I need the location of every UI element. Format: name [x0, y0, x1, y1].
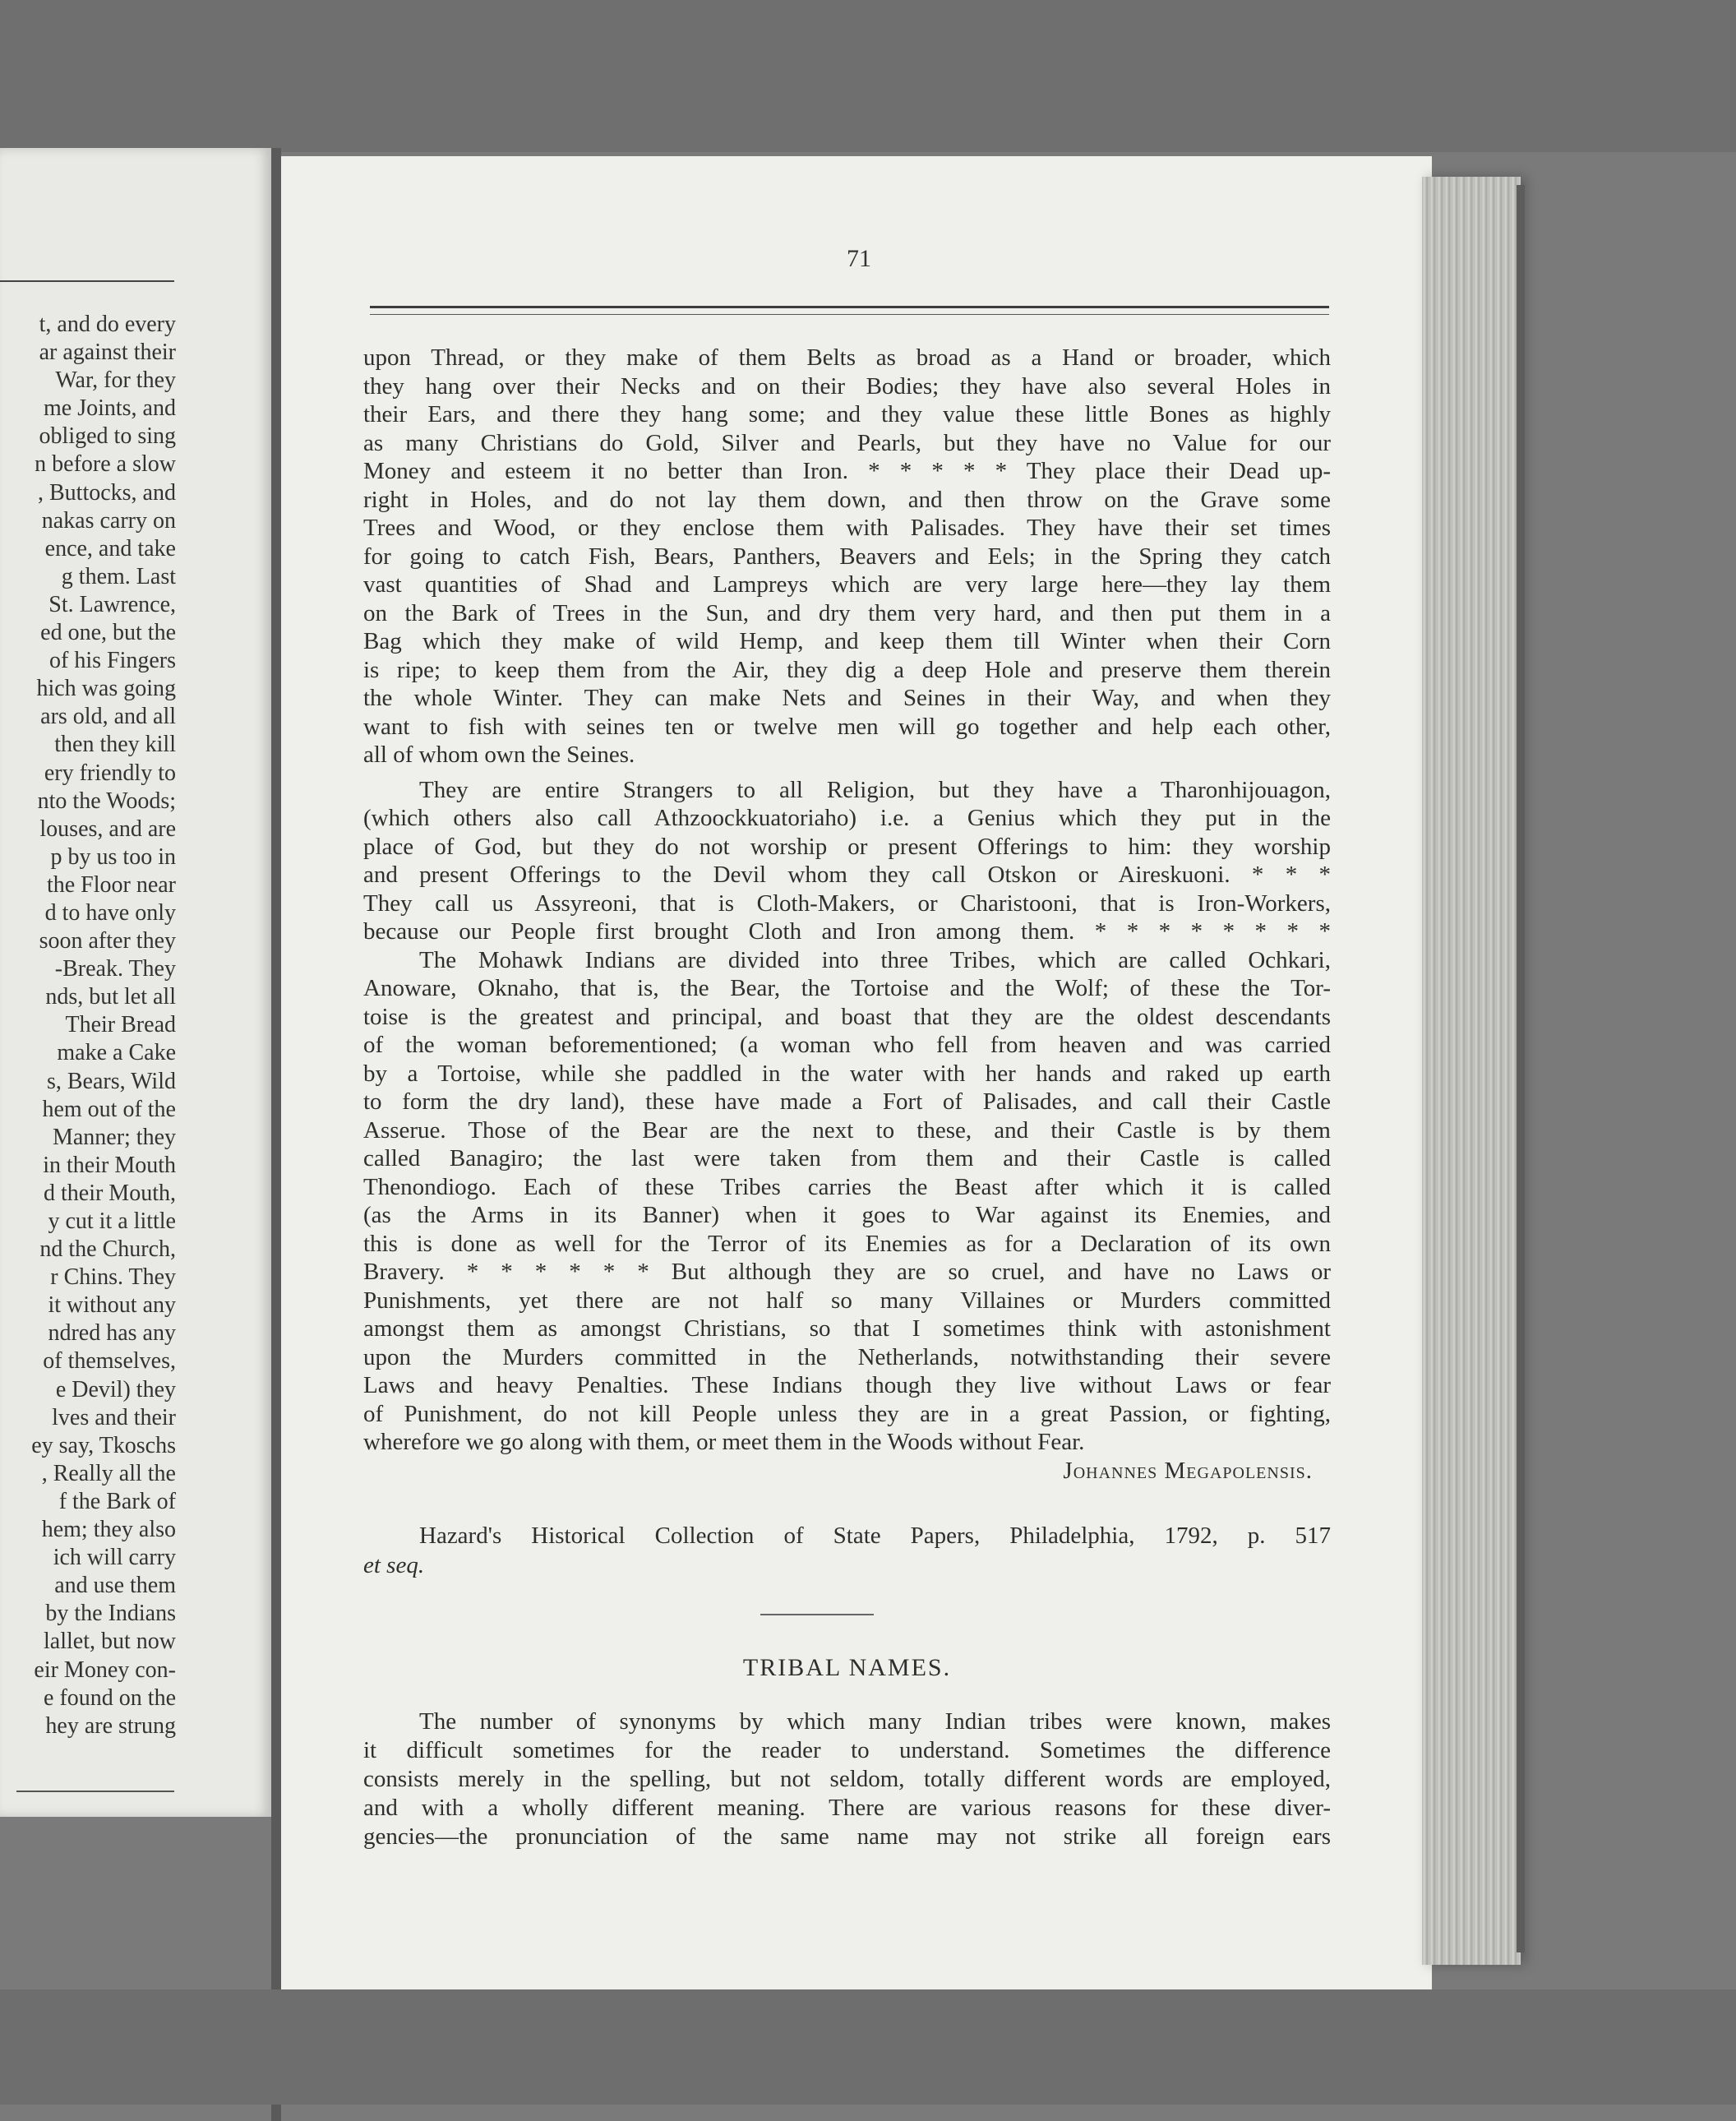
left-page-line: n before a slow — [35, 451, 176, 478]
text-line: on the Bark of Trees in the Sun, and dry them very hard, and then put them in a — [363, 599, 1331, 626]
text-line: to form the dry land), these have made a Fort of Palisades, and call their Castle — [363, 1088, 1331, 1115]
left-page-text — [0, 311, 176, 1740]
header-rule-thin — [370, 314, 1329, 315]
left-page-line: ed one, but the — [40, 620, 176, 646]
citation-line: Hazard's Historical Collection of State Papers, Philadelphia, 1792, p. 517 — [419, 1523, 1331, 1549]
left-page-line: , Buttocks, and — [38, 479, 176, 506]
left-page-line: s, Bears, Wild — [46, 1068, 176, 1094]
text-line: Trees and Wood, or they enclose them with Palisades. They have their set times — [363, 515, 1331, 541]
section-text-line: gencies—the pronunciation of the same name may not strike all foreign ears — [363, 1823, 1331, 1850]
text-line: Thenondiogo. Each of these Tribes carries the Beast after which it is called — [363, 1173, 1331, 1200]
left-page-line: ar against their — [39, 340, 176, 366]
text-line: want to fish with seines ten or twelve men will go together and help each other, — [363, 713, 1331, 740]
text-line: because our People first brought Cloth and Iron among them. * * * * * * * * — [363, 918, 1331, 945]
left-page-line: ich will carry — [53, 1545, 176, 1571]
text-line: the whole Winter. They can make Nets and Seines in their Way, and when they — [363, 685, 1331, 711]
left-page-line: make a Cake — [57, 1040, 176, 1066]
page-number: 71 — [847, 245, 871, 272]
left-page-line: lves and their — [52, 1404, 176, 1430]
left-page-footer-rule — [16, 1791, 174, 1792]
left-page-line: by the Indians — [45, 1601, 176, 1627]
text-line: (as the Arms in its Banner) when it goes to War against its Enemies, and — [363, 1202, 1331, 1228]
text-line: Laws and heavy Penalties. These Indians though they live without Laws or fear — [363, 1372, 1331, 1398]
left-page-line: me Joints, and — [44, 395, 176, 422]
text-line: Punishments, yet there are not half so many Villaines or Murders committed — [363, 1287, 1331, 1314]
text-line: Money and esteem it no better than Iron. * * * * * They place their Dead up- — [363, 458, 1331, 484]
text-line: as many Christians do Gold, Silver and Pearls, but they have no Value for our — [363, 429, 1331, 456]
text-line: Bravery. * * * * * * But although they are so cruel, and have no Laws or — [363, 1259, 1331, 1285]
left-page-line: obliged to sing — [39, 423, 176, 450]
left-page-line: the Floor near — [46, 871, 176, 898]
left-facing-page — [0, 148, 271, 1817]
left-page-line: in their Mouth — [43, 1152, 176, 1178]
left-page-line: ery friendly to — [44, 760, 176, 786]
citation-line-italic: et seq. — [363, 1552, 425, 1578]
left-page-line: hem; they also — [41, 1517, 176, 1543]
book-gutter — [271, 148, 281, 2121]
signature: Johannes Megapolensis. — [1063, 1457, 1313, 1484]
section-title: TRIBAL NAMES. — [742, 1654, 952, 1681]
text-line: and present Offerings to the Devil whom they call Otskon or Aireskuoni. * * * — [363, 862, 1331, 888]
left-page-line: e Devil) they — [55, 1376, 176, 1402]
book-cover-edge — [1517, 185, 1525, 1952]
left-page-line: hem out of the — [42, 1096, 176, 1122]
text-line: upon Thread, or they make of them Belts as broad as a Hand or broader, which — [363, 344, 1331, 371]
text-line: They call us Assyreoni, that is Cloth-Makers, or Charistooni, that is Iron-Workers, — [363, 890, 1331, 917]
text-line: is ripe; to keep them from the Air, they dig a deep Hole and preserve them therein — [363, 656, 1331, 683]
left-page-header-rule — [0, 280, 174, 282]
header-rule — [370, 306, 1329, 308]
left-page-line: r Chins. They — [50, 1264, 176, 1291]
left-page-line: Manner; they — [52, 1124, 176, 1150]
background-top — [0, 0, 1736, 152]
text-line: this is done as well for the Terror of its Enemies as for a Declaration of its own — [363, 1230, 1331, 1257]
section-text-line: and with a wholly different meaning. There are various reasons for these diver- — [363, 1795, 1331, 1821]
text-line: place of God, but they do not worship or present Offerings to him: they worship — [363, 833, 1331, 860]
left-page-line: nakas carry on — [41, 507, 176, 534]
text-line: for going to catch Fish, Bears, Panthers, Beavers and Eels; in the Spring they catch — [363, 543, 1331, 570]
left-page-line: p by us too in — [50, 843, 176, 870]
left-page-line: louses, and are — [39, 816, 176, 842]
left-page-line: , Really all the — [41, 1460, 176, 1486]
left-page-line: ars old, and all — [40, 704, 176, 730]
text-line: by a Tortoise, while she paddled in the water with her hands and raked up earth — [363, 1060, 1331, 1087]
left-page-line: ey say, Tkoschs — [31, 1432, 176, 1458]
text-line: They are entire Strangers to all Religion, but they have a Tharonhijouagon, — [419, 776, 1331, 803]
section-body-text — [363, 1707, 1331, 1851]
text-line: Bag which they make of wild Hemp, and keep them till Winter when their Corn — [363, 628, 1331, 654]
left-page-line: ence, and take — [44, 535, 176, 561]
left-page-line: e found on the — [44, 1684, 176, 1711]
left-page-line: d to have only — [44, 899, 176, 926]
left-page-line: lallet, but now — [44, 1629, 176, 1655]
left-page-line: eir Money con- — [34, 1657, 176, 1683]
paragraph-gap — [363, 769, 1331, 776]
section-separator — [760, 1614, 874, 1615]
left-page-line: nto the Woods; — [37, 788, 176, 814]
section-text-line: it difficult sometimes for the reader to understand. Sometimes the difference — [363, 1737, 1331, 1763]
left-page-line: ndred has any — [48, 1320, 176, 1347]
left-page-line: then they kill — [54, 732, 176, 758]
left-page-line: War, for they — [55, 367, 176, 394]
page-edges — [1422, 177, 1521, 1965]
left-page-line: f the Bark of — [58, 1488, 176, 1514]
text-line: (which others also call Athzoockkuatoriaho) i.e. a Genius which they put in the — [363, 805, 1331, 831]
left-page-line: g them. Last — [61, 563, 176, 589]
text-line: Asserue. Those of the Bear are the next to these, and their Castle is by them — [363, 1116, 1331, 1144]
text-line: vast quantities of Shad and Lampreys which are very large here—they lay them — [363, 571, 1331, 598]
text-line: their Ears, and there they hang some; and they value these little Bones as highly — [363, 401, 1331, 427]
citation — [363, 1521, 1331, 1580]
text-line: amongst them as amongst Christians, so that I sometimes think with astonishment — [363, 1315, 1331, 1342]
text-line: toise is the greatest and principal, and boast that they are the oldest descendants — [363, 1003, 1331, 1030]
text-line: of Punishment, do not kill People unless they are in a great Passion, or fighting, — [363, 1400, 1331, 1427]
left-page-line: t, and do every — [39, 312, 176, 337]
left-page-line: hey are strung — [45, 1712, 176, 1739]
left-page-line: y cut it a little — [48, 1208, 176, 1234]
section-text-line: The number of synonyms by which many Indian tribes were known, makes — [419, 1708, 1331, 1735]
left-page-line: -Break. They — [54, 956, 176, 982]
left-page-line: d their Mouth, — [44, 1180, 176, 1206]
section-text-line: consists merely in the spelling, but not seldom, totally different words are employed, — [363, 1766, 1331, 1792]
text-line: of the woman beforementioned; (a woman who fell from heaven and was carried — [363, 1032, 1331, 1058]
text-line: upon the Murders committed in the Netherlands, notwithstanding their severe — [363, 1343, 1331, 1370]
left-page-line: it without any — [48, 1292, 176, 1319]
text-line: right in Holes, and do not lay them down, and then throw on the Grave some — [363, 486, 1331, 513]
text-line: The Mohawk Indians are divided into three Tribes, which are called Ochkari, — [419, 946, 1331, 973]
background-bottom — [0, 1989, 1736, 2105]
main-body-text — [363, 344, 1331, 1485]
left-page-line: hich was going — [36, 676, 176, 702]
text-line: called Banagiro; the last were taken from them and their Castle is called — [363, 1145, 1331, 1171]
left-page-line: soon after they — [39, 928, 176, 954]
text-line: Anoware, Oknaho, that is, the Bear, the Tortoise and the Wolf; of these the Tor- — [363, 975, 1331, 1001]
left-page-line: St. Lawrence, — [48, 591, 176, 617]
left-page-line: and use them — [54, 1573, 176, 1599]
text-line: all of whom own the Seines. — [363, 742, 635, 768]
left-page-line: of his Fingers — [49, 648, 176, 674]
text-line: wherefore we go along with them, or meet them in the Woods without Fear. — [363, 1429, 1085, 1455]
left-page-line: of themselves, — [43, 1348, 176, 1375]
text-line: they hang over their Necks and on their Bodies; they have also several Holes in — [363, 372, 1331, 400]
left-page-line: nds, but let all — [45, 984, 176, 1010]
left-page-line: nd the Church, — [39, 1236, 176, 1263]
left-page-line: Their Bread — [65, 1012, 176, 1038]
